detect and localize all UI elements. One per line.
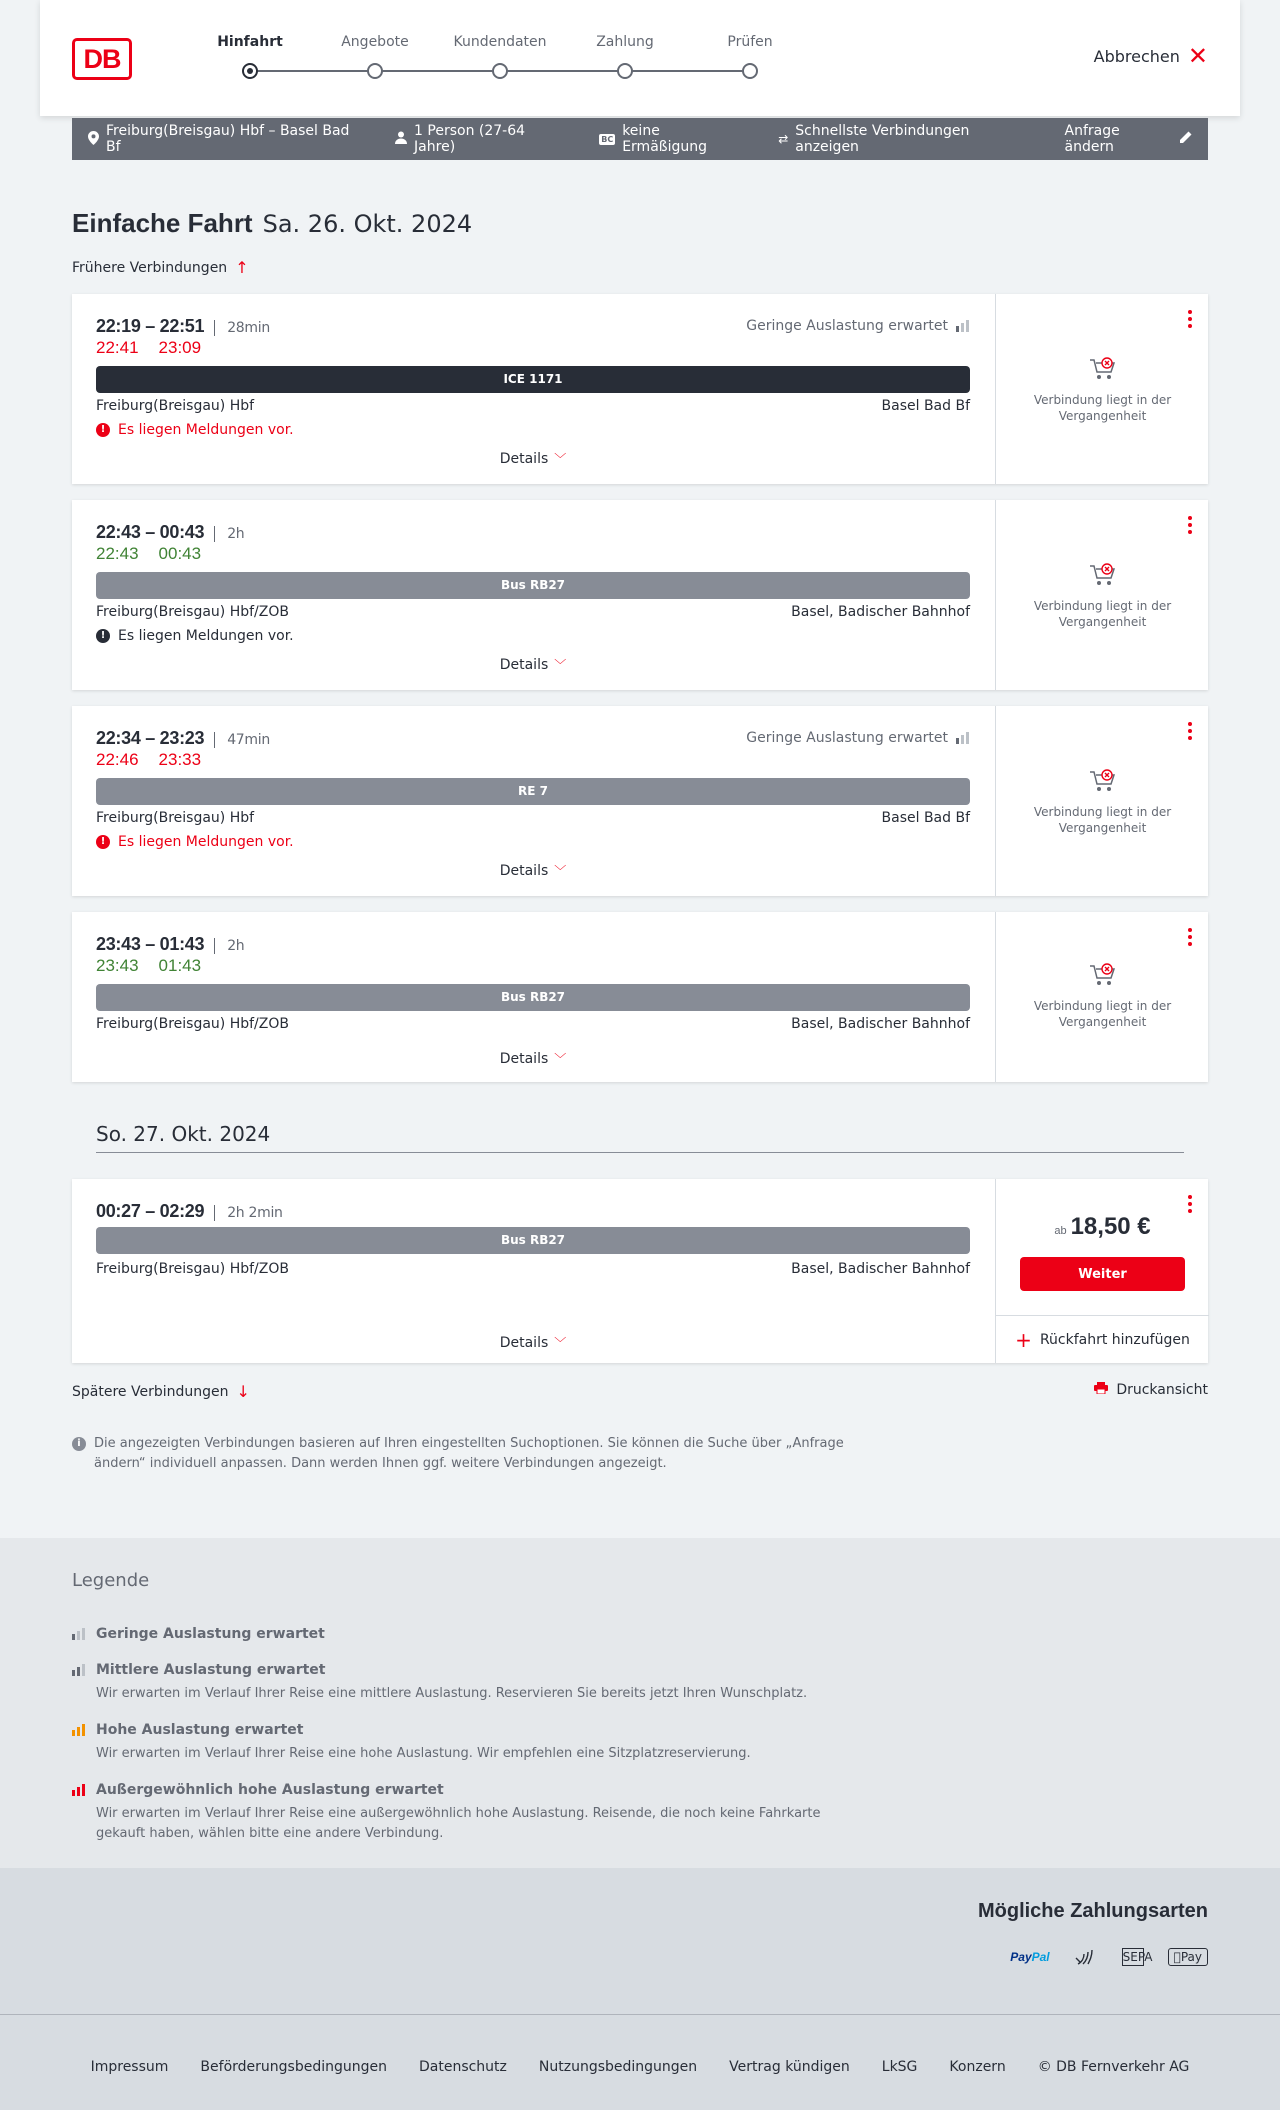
footer-link[interactable]: Vertrag kündigen bbox=[729, 2059, 850, 2075]
stations-row bbox=[96, 398, 970, 414]
past-text: Verbindung liegt in der Vergangenheit bbox=[1033, 805, 1172, 835]
more-options-icon[interactable] bbox=[1188, 516, 1192, 534]
db-logo[interactable]: DB bbox=[72, 38, 132, 80]
step-angebote bbox=[315, 34, 435, 79]
cart-unavailable-icon bbox=[1088, 356, 1118, 382]
footer bbox=[0, 2014, 1280, 2110]
very-high-load-icon bbox=[72, 1784, 86, 1796]
more-options-icon[interactable] bbox=[1188, 1195, 1192, 1213]
legend-item-desc: Wir erwarten im Verlauf Ihrer Reise eine außergewöhnlich hohe Auslastung. Reisende, die noch keine Fahrkarte gekauft haben, wählen bitte eine andere Verbindung. bbox=[96, 1806, 821, 1841]
offer-panel bbox=[995, 1179, 1208, 1363]
details-toggle[interactable] bbox=[96, 656, 970, 673]
step-dot bbox=[617, 63, 633, 79]
paypal-text-1: Pay bbox=[1010, 1949, 1032, 1964]
more-options-icon[interactable] bbox=[1188, 722, 1192, 740]
cart-unavailable-icon bbox=[1088, 562, 1118, 588]
load-indicator bbox=[746, 730, 970, 746]
offer-panel bbox=[995, 294, 1208, 484]
departure-station: Freiburg(Breisgau) Hbf/ZOB bbox=[96, 1261, 289, 1277]
connection-times bbox=[96, 522, 244, 543]
departure-station: Freiburg(Breisgau) Hbf/ZOB bbox=[96, 604, 289, 620]
details-toggle[interactable] bbox=[96, 862, 970, 879]
step-pruefen bbox=[690, 34, 810, 79]
connection-times bbox=[96, 316, 270, 337]
search-summary-bar bbox=[72, 118, 1208, 160]
legend-low-load bbox=[72, 1626, 872, 1642]
search-info-note bbox=[72, 1434, 852, 1474]
page-title bbox=[72, 208, 472, 239]
payment-icons bbox=[1010, 1944, 1208, 1969]
low-load-icon bbox=[956, 320, 970, 332]
duration: 2h 2min bbox=[214, 1205, 282, 1221]
realtime-arrival: 00:43 bbox=[158, 544, 202, 563]
sepa-icon: SEPA bbox=[1122, 1949, 1153, 1964]
print-view-link[interactable] bbox=[1094, 1382, 1208, 1398]
person-icon bbox=[395, 131, 407, 147]
footer-link: © DB Fernverkehr AG bbox=[1037, 2059, 1190, 2075]
step-kundendaten bbox=[440, 34, 560, 79]
continue-button[interactable]: Weiter bbox=[1020, 1257, 1185, 1291]
footer-link[interactable]: Datenschutz bbox=[418, 2059, 507, 2075]
legend-very-high-load bbox=[72, 1782, 872, 1844]
past-text: Verbindung liegt in der Vergangenheit bbox=[1033, 393, 1172, 423]
paypal-icon bbox=[1010, 1950, 1049, 1964]
duration: 2h bbox=[214, 526, 244, 542]
realtime-times bbox=[96, 544, 221, 564]
stations-row bbox=[96, 604, 970, 620]
details-toggle[interactable] bbox=[96, 450, 970, 467]
connection-card[interactable] bbox=[72, 912, 1208, 1082]
payment-title: Mögliche Zahlungsarten bbox=[977, 1900, 1208, 1922]
more-options-icon[interactable] bbox=[1188, 310, 1192, 328]
add-return-trip-button[interactable] bbox=[996, 1315, 1209, 1363]
step-dot bbox=[367, 63, 383, 79]
arrival-station: Basel, Badischer Bahnhof bbox=[791, 1016, 970, 1032]
applepay-text: Pay bbox=[1180, 1949, 1202, 1964]
price-value: 18,50 € bbox=[1070, 1213, 1151, 1240]
train-bar: RE 7 bbox=[96, 778, 970, 805]
header bbox=[40, 0, 1240, 116]
change-request-label: Anfrage ändern bbox=[1064, 123, 1120, 155]
chevron-down-icon: ﹀ bbox=[554, 1336, 567, 1350]
stations-row bbox=[96, 1016, 970, 1032]
chevron-down-icon: ﹀ bbox=[554, 1052, 567, 1066]
disruption-message bbox=[96, 834, 294, 850]
footer-link[interactable]: Impressum bbox=[90, 2059, 169, 2075]
earlier-connections-link[interactable] bbox=[72, 258, 249, 277]
departure-station: Freiburg(Breisgau) Hbf/ZOB bbox=[96, 1016, 289, 1032]
chevron-down-icon: ﹀ bbox=[554, 452, 567, 466]
pencil-icon bbox=[1179, 131, 1192, 147]
realtime-times bbox=[96, 338, 221, 358]
message-text: Es liegen Meldungen vor. bbox=[118, 628, 294, 644]
swap-arrows-icon: ⇄ bbox=[778, 132, 789, 146]
alert-icon: ! bbox=[96, 835, 110, 849]
connection-card-bookable[interactable] bbox=[72, 1179, 1208, 1363]
message-text: Es liegen Meldungen vor. bbox=[118, 422, 294, 438]
trip-date: Sa. 26. Okt. 2024 bbox=[262, 210, 473, 238]
scheduled-times: 22:34 – 23:23 bbox=[96, 728, 205, 748]
realtime-times bbox=[96, 956, 221, 976]
later-label: Spätere Verbindungen bbox=[72, 1383, 229, 1400]
details-toggle[interactable] bbox=[96, 1050, 970, 1067]
connection-times bbox=[96, 1201, 283, 1222]
connection-times bbox=[96, 728, 270, 749]
disruption-message bbox=[96, 422, 294, 438]
persons-text: 1 Person (27-64 Jahre) bbox=[414, 123, 526, 155]
details-label: Details bbox=[499, 657, 549, 673]
footer-links bbox=[0, 2059, 1280, 2075]
alert-icon: ! bbox=[96, 423, 110, 437]
step-label: Prüfen bbox=[727, 34, 773, 50]
legend-item-title: Mittlere Auslastung erwartet bbox=[96, 1662, 326, 1678]
discount-text: keine Ermäßigung bbox=[622, 123, 708, 155]
location-pin-icon bbox=[88, 131, 99, 148]
legend-title: Legende bbox=[72, 1570, 150, 1591]
step-hinfahrt[interactable] bbox=[190, 34, 310, 79]
add-return-label: Rückfahrt hinzufügen bbox=[1039, 1331, 1190, 1348]
route-text: Freiburg(Breisgau) Hbf – Basel Bad Bf bbox=[106, 123, 350, 155]
cart-unavailable-icon bbox=[1088, 962, 1118, 988]
load-text: Geringe Auslastung erwartet bbox=[746, 730, 948, 746]
connection-times bbox=[96, 934, 244, 955]
realtime-departure: 22:46 bbox=[96, 750, 139, 769]
scheduled-times: 23:43 – 01:43 bbox=[96, 934, 205, 954]
past-connection-note bbox=[996, 962, 1209, 1030]
offer-panel bbox=[995, 706, 1208, 896]
message-text: Es liegen Meldungen vor. bbox=[118, 834, 294, 850]
step-dot bbox=[742, 63, 758, 79]
step-label: Zahlung bbox=[596, 34, 654, 50]
train-bar: Bus RB27 bbox=[96, 572, 970, 599]
load-indicator bbox=[746, 318, 970, 334]
arrival-station: Basel Bad Bf bbox=[881, 810, 970, 826]
details-label: Details bbox=[499, 451, 549, 467]
connection-main bbox=[96, 706, 970, 896]
price bbox=[996, 1213, 1209, 1241]
info-icon: i bbox=[72, 1437, 86, 1451]
print-label: Druckansicht bbox=[1116, 1382, 1208, 1398]
duration: 28min bbox=[214, 320, 270, 336]
legend-item-desc: Wir erwarten im Verlauf Ihrer Reise eine mittlere Auslastung. Reservieren Sie bereits jetzt Ihren Wunschplatz. bbox=[96, 1686, 808, 1701]
realtime-times bbox=[96, 750, 221, 770]
realtime-departure: 23:43 bbox=[96, 956, 139, 975]
change-request-button[interactable] bbox=[1065, 123, 1193, 155]
scheduled-times: 22:19 – 22:51 bbox=[96, 316, 205, 336]
realtime-arrival: 23:09 bbox=[158, 338, 202, 357]
arrival-station: Basel, Badischer Bahnhof bbox=[791, 604, 970, 620]
past-connection-note bbox=[996, 562, 1209, 630]
load-text: Geringe Auslastung erwartet bbox=[746, 318, 948, 334]
footer-link[interactable]: LkSG bbox=[881, 2059, 918, 2075]
footer-link[interactable]: Nutzungsbedingungen bbox=[538, 2059, 698, 2075]
legend-high-load bbox=[72, 1722, 872, 1764]
arrival-station: Basel, Badischer Bahnhof bbox=[791, 1261, 970, 1277]
cart-unavailable-icon bbox=[1088, 768, 1118, 794]
connection-main bbox=[96, 912, 970, 1082]
summary-route bbox=[88, 123, 363, 155]
past-connection-note bbox=[996, 768, 1209, 836]
arrival-station: Basel Bad Bf bbox=[881, 398, 970, 414]
booking-stepper bbox=[210, 34, 773, 84]
high-load-icon bbox=[72, 1724, 86, 1736]
train-bar: Bus RB27 bbox=[96, 984, 970, 1011]
summary-persons bbox=[395, 123, 567, 155]
step-dot bbox=[492, 63, 508, 79]
stations-row bbox=[96, 1261, 970, 1277]
arrow-up-icon: ↑ bbox=[235, 258, 249, 277]
stations-row bbox=[96, 810, 970, 826]
disruption-message bbox=[96, 628, 294, 644]
legend-item-desc: Wir erwarten im Verlauf Ihrer Reise eine hohe Auslastung. Wir empfehlen eine Sitzplatzreservierung. bbox=[96, 1746, 751, 1761]
step-label: Kundendaten bbox=[453, 34, 547, 50]
arrow-down-icon: ↓ bbox=[236, 1382, 250, 1401]
duration: 2h bbox=[214, 938, 244, 954]
paypal-text-2: Pal bbox=[1031, 1949, 1050, 1964]
connection-card[interactable] bbox=[72, 294, 1208, 484]
chevron-down-icon: ﹀ bbox=[554, 864, 567, 878]
bahncard-icon: BC bbox=[601, 134, 614, 144]
connection-card[interactable] bbox=[72, 706, 1208, 896]
past-text: Verbindung liegt in der Vergangenheit bbox=[1033, 599, 1172, 629]
details-label: Details bbox=[499, 863, 549, 879]
legend-item-title: Hohe Auslastung erwartet bbox=[96, 1722, 304, 1738]
details-label: Details bbox=[499, 1051, 549, 1067]
plus-icon: + bbox=[1015, 1327, 1032, 1352]
medium-load-icon bbox=[72, 1664, 86, 1676]
offer-panel bbox=[995, 500, 1208, 690]
cancel-button[interactable] bbox=[1093, 42, 1208, 70]
fastest-text: Schnellste Verbindungen anzeigen bbox=[795, 123, 970, 155]
printer-icon bbox=[1094, 1382, 1108, 1398]
train-bar: Bus RB27 bbox=[96, 1227, 970, 1254]
details-toggle[interactable] bbox=[96, 1334, 970, 1351]
realtime-arrival: 01:43 bbox=[158, 956, 202, 975]
duration: 47min bbox=[214, 732, 270, 748]
connection-main bbox=[96, 294, 970, 484]
step-zahlung bbox=[565, 34, 685, 79]
contactless-payment-icon bbox=[1074, 1944, 1098, 1969]
offer-panel bbox=[995, 912, 1208, 1082]
details-label: Details bbox=[499, 1335, 549, 1351]
connection-main bbox=[96, 1179, 970, 1363]
realtime-departure: 22:43 bbox=[96, 544, 139, 563]
price-prefix: ab bbox=[1054, 1225, 1067, 1237]
summary-discount bbox=[599, 123, 746, 155]
footer-link[interactable]: Beförderungsbedingungen bbox=[200, 2059, 387, 2075]
legend-item-title: Außergewöhnlich hohe Auslastung erwartet bbox=[96, 1782, 444, 1798]
scheduled-times: 22:43 – 00:43 bbox=[96, 522, 205, 542]
cancel-label: Abbrechen bbox=[1093, 46, 1180, 66]
trip-type-heading: Einfache Fahrt bbox=[72, 208, 253, 238]
footer-link[interactable]: Konzern bbox=[949, 2059, 1006, 2075]
earlier-label: Frühere Verbindungen bbox=[72, 259, 228, 276]
more-options-icon[interactable] bbox=[1188, 928, 1192, 946]
summary-fastest bbox=[778, 123, 1032, 155]
chevron-down-icon: ﹀ bbox=[554, 658, 567, 672]
info-text: Die angezeigten Verbindungen basieren auf Ihren eingestellten Suchoptionen. Sie können die Suche über „Anfrage ändern“ individuell anpassen. Dann werden Ihnen ggf. weitere Verbindungen angezeigt. bbox=[94, 1436, 844, 1471]
train-bar: ICE 1171 bbox=[96, 366, 970, 393]
later-connections-link[interactable] bbox=[72, 1382, 250, 1401]
day-separator: So. 27. Okt. 2024 bbox=[96, 1122, 1184, 1153]
past-text: Verbindung liegt in der Vergangenheit bbox=[1033, 999, 1172, 1029]
apple-pay-icon bbox=[1168, 1948, 1208, 1966]
connection-card[interactable] bbox=[72, 500, 1208, 690]
step-dot-active bbox=[242, 63, 258, 79]
low-load-icon bbox=[956, 732, 970, 744]
low-load-icon bbox=[72, 1628, 86, 1640]
legend-item-title: Geringe Auslastung erwartet bbox=[96, 1626, 325, 1642]
departure-station: Freiburg(Breisgau) Hbf bbox=[96, 810, 255, 826]
past-connection-note bbox=[996, 356, 1209, 424]
step-label: Hinfahrt bbox=[217, 34, 283, 50]
close-icon: ✕ bbox=[1187, 42, 1208, 70]
departure-station: Freiburg(Breisgau) Hbf bbox=[96, 398, 255, 414]
legend-section bbox=[0, 1538, 1280, 1868]
realtime-departure: 22:41 bbox=[96, 338, 139, 357]
connection-main bbox=[96, 500, 970, 690]
legend-medium-load bbox=[72, 1662, 872, 1704]
step-label: Angebote bbox=[341, 34, 409, 50]
alert-icon: ! bbox=[96, 629, 110, 643]
realtime-arrival: 23:33 bbox=[158, 750, 202, 769]
scheduled-times: 00:27 – 02:29 bbox=[96, 1201, 205, 1221]
payment-methods-section bbox=[0, 1868, 1280, 2014]
